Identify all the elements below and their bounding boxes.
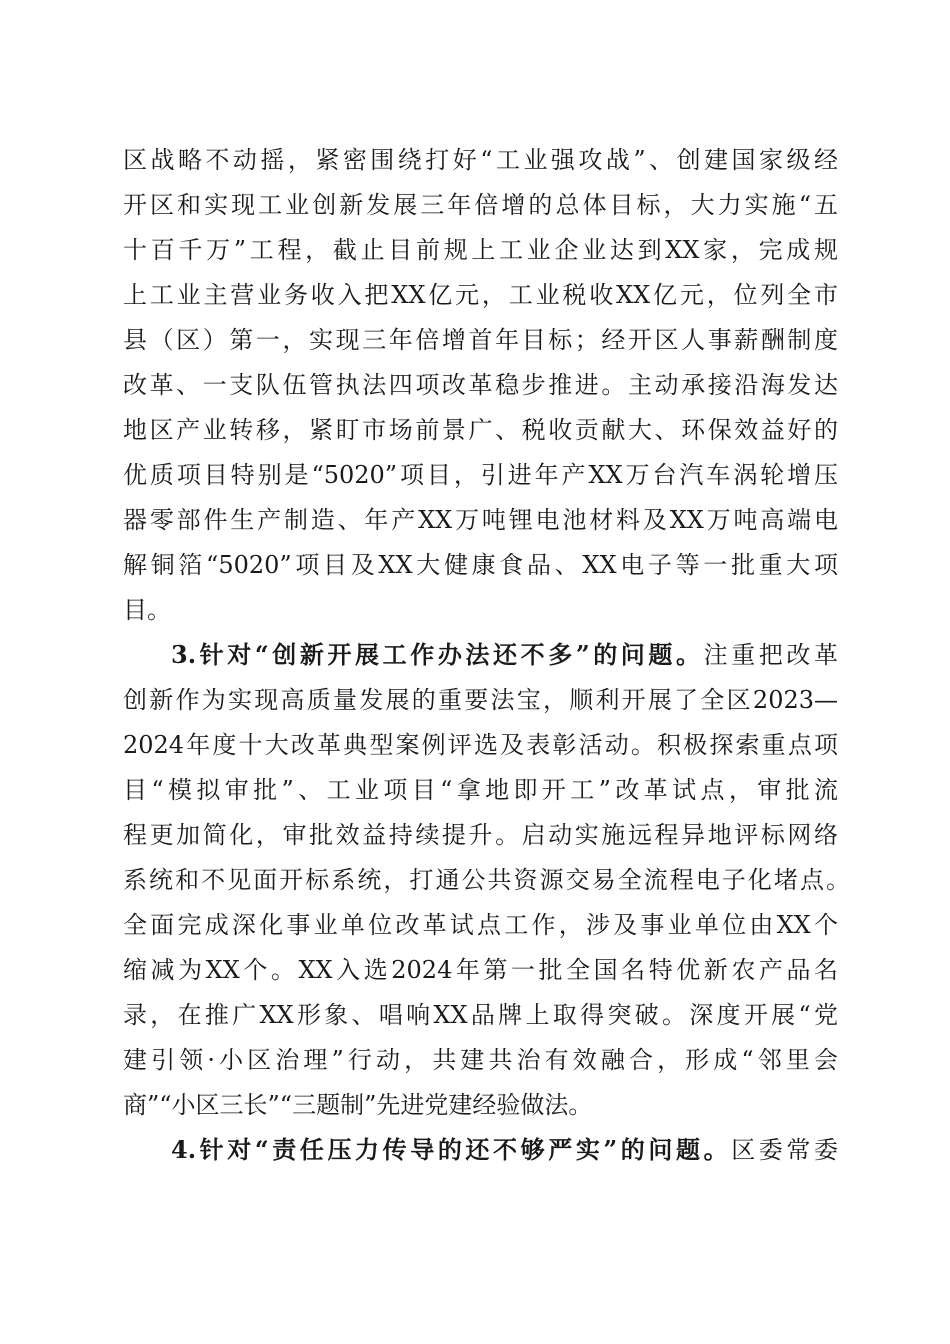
text-line: 系统和不见面开标系统，打通公共资源交易全流程电子化堵点。: [123, 866, 850, 894]
text-line: 区战略不动摇，紧密围绕打好“工业强攻战”、创建国家级经: [123, 146, 838, 174]
text-line: 县（区）第一，实现三年倍增首年目标；经开区人事薪酬制度: [123, 326, 838, 354]
text-line: 创新作为实现高质量发展的重要法宝，顺利开展了全区2023—: [123, 686, 838, 714]
section-3-heading: 3.针对“创新开展工作办法还不多”的问题。: [171, 640, 704, 669]
section-3-text-start: 注重把改革: [703, 641, 838, 669]
text-line: 优质项目特别是“5020”项目，引进年产XX万台汽车涡轮增压: [123, 461, 838, 489]
text-line: 改革、一支队伍管执法四项改革稳步推进。主动承接沿海发达: [123, 371, 838, 399]
text-line: 地区产业转移，紧盯市场前景广、税收贡献大、环保效益好的: [123, 416, 838, 444]
text-line: 商”“小区三长”“三题制”先进党建经验做法。: [123, 1091, 593, 1119]
section-4-text-start: 区委常委: [731, 1136, 838, 1164]
text-line: 程更加简化，审批效益持续提升。启动实施远程异地评标网络: [123, 821, 838, 849]
text-line: 目“模拟审批”、工业项目“拿地即开工”改革试点，审批流: [123, 776, 838, 804]
text-line: 全面完成深化事业单位改革试点工作，涉及事业单位由XX个: [123, 911, 838, 939]
section-4-heading: 4.针对“责任压力传导的还不够严实”的问题。: [171, 1135, 732, 1164]
text-line: 目。: [123, 596, 171, 624]
text-line: 建引领·小区治理”行动，共建共治有效融合，形成“邻里会: [123, 1046, 838, 1074]
text-line: 2024年度十大改革典型案例评选及表彰活动。积极探索重点项: [123, 731, 838, 759]
text-line: 缩减为XX个。XX入选2024年第一批全国名特优新农产品名: [123, 956, 838, 984]
text-line: 开区和实现工业创新发展三年倍增的总体目标，大力实施“五: [123, 191, 838, 219]
text-line: 器零部件生产制造、年产XX万吨锂电池材料及XX万吨高端电: [123, 506, 838, 534]
text-line: 十百千万”工程，截止目前规上工业企业达到XX家，完成规: [123, 236, 838, 264]
text-line: 录，在推广XX形象、唱响XX品牌上取得突破。深度开展“党: [123, 1001, 838, 1029]
text-line: 解铜箔“5020”项目及XX大健康食品、XX电子等一批重大项: [123, 551, 838, 579]
section-4-first-line: [171, 1133, 838, 1167]
text-line: 上工业主营业务收入把XX亿元，工业税收XX亿元，位列全市: [123, 281, 838, 309]
section-3-first-line: [171, 638, 838, 672]
